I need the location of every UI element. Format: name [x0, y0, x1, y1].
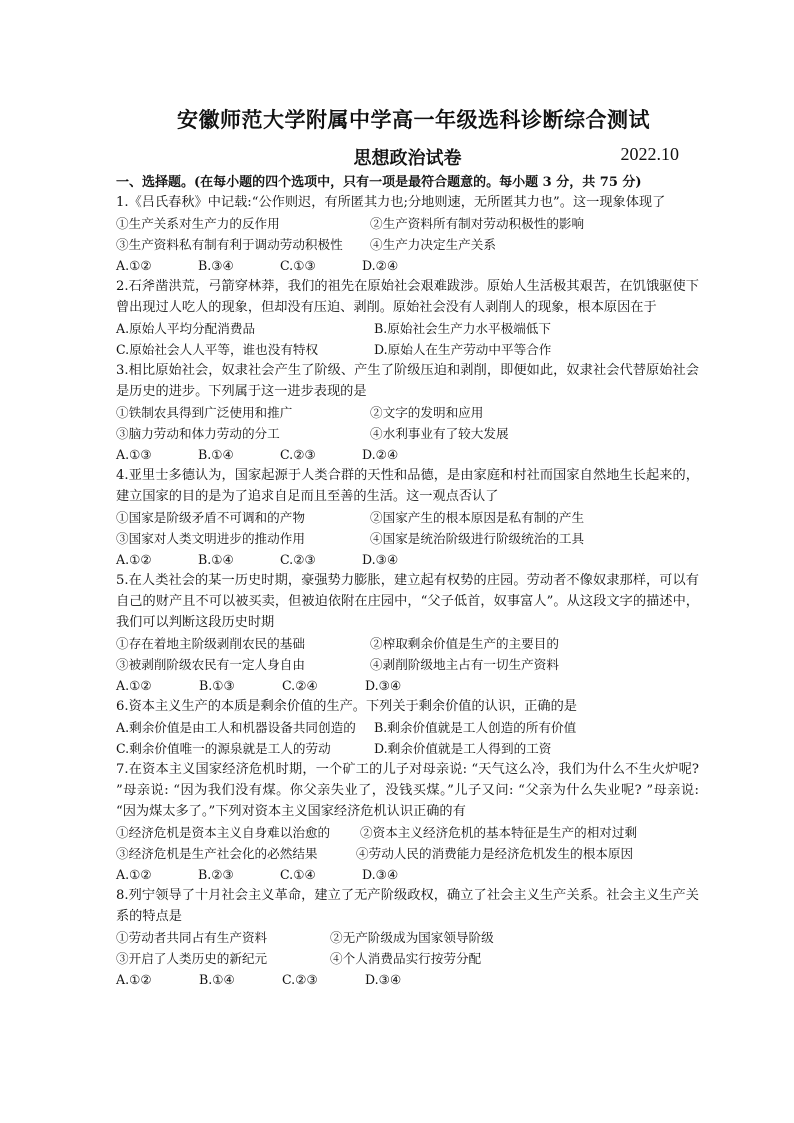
answer-choice: D.②④ — [362, 447, 399, 462]
title-row — [116, 140, 699, 170]
answer-choice: B.原始社会生产力水平极端低下 — [374, 321, 551, 336]
answer-choice: A.①② — [116, 972, 152, 987]
statement: ①存在着地主阶级剥削农民的基础 — [116, 636, 305, 651]
statement: ①劳动者共同占有生产资料 — [116, 930, 268, 945]
statement: ③国家对人类文明进步的推动作用 — [116, 531, 305, 546]
question-stem: 2.石斧凿洪荒，弓箭穿林莽，我们的祖先在原始社会艰难跋涉。原始人生活极其艰苦，在饥饿驱使下曾出现过人吃人的现象，但却没有压迫、剥削。原始社会没有人剥削人的现象，根本原因在于 — [116, 279, 699, 315]
statement: ③被剥削阶级农民有一定人身自由 — [116, 657, 305, 672]
answer-choice: B.①③ — [199, 678, 235, 693]
statement: ①经济危机是资本主义自身难以治愈的 — [116, 825, 331, 840]
answer-row — [116, 675, 699, 696]
answer-row — [116, 969, 699, 990]
statement: ③脑力劳动和体力劳动的分工 — [116, 426, 280, 441]
question-stem: 1.《吕氏春秋》中记载:“公作则迟，有所匿其力也;分地则速，无所匿其力也”。这一现象体现了 — [116, 195, 666, 210]
statement: ②国家产生的根本原因是私有制的产生 — [370, 510, 585, 525]
answer-choice: C.剩余价值唯一的源泉就是工人的劳动 — [116, 741, 331, 756]
statement-row — [116, 927, 699, 948]
question-stem: 4.亚里士多德认为，国家起源于人类合群的天性和品德，是由家庭和村社而国家自然地生长起来的，建立国家的目的是为了追求自足而且至善的生活。这一观点否认了 — [116, 468, 699, 504]
statement: ②榨取剩余价值是生产的主要目的 — [370, 636, 559, 651]
answer-choice: A.①③ — [116, 447, 152, 462]
statement: ③经济危机是生产社会化的必然结果 — [116, 846, 318, 861]
question-4 — [116, 465, 699, 570]
statement-row — [116, 822, 699, 843]
answer-choice: C.②③ — [282, 972, 318, 987]
answer-row — [116, 717, 699, 738]
exam-title: 安徽师范大学附属中学高一年级选科诊断综合测试 — [177, 107, 650, 132]
question-7 — [116, 759, 699, 885]
exam-date: 2022.10 — [620, 144, 679, 164]
question-stem: 5.在人类社会的某一历史时期，豪强势力膨胀，建立起有权势的庄园。劳动者不像奴隶那样，可以有自己的财产且不可以被买卖，但被迫依附在庄园中，“父子低首，奴事富人”。从这段文字的描述中，我们可以判断这段历史时期 — [116, 573, 699, 630]
answer-choice: B.②③ — [198, 867, 234, 882]
answer-row — [116, 318, 699, 339]
answer-row — [116, 549, 699, 570]
answer-choice: D.原始人在生产劳动中平等合作 — [374, 342, 552, 357]
statement: ④劳动人民的消费能力是经济危机发生的根本原因 — [356, 846, 634, 861]
question-stem: 8.列宁领导了十月社会主义革命，建立了无产阶级政权，确立了社会主义生产关系。社会主义生产关系的特点是 — [116, 888, 699, 924]
answer-choice: C.①③ — [280, 258, 316, 273]
exam-subtitle: 思想政治试卷 — [353, 148, 462, 169]
statement: ①国家是阶级矛盾不可调和的产物 — [116, 510, 305, 525]
statement: ②生产资料所有制对劳动积极性的影响 — [370, 216, 585, 231]
question-1 — [116, 192, 699, 276]
statement: ④生产力决定生产关系 — [370, 237, 496, 252]
answer-choice: D.③④ — [365, 678, 402, 693]
question-2 — [116, 276, 699, 360]
statement: ②无产阶级成为国家领导阶级 — [330, 930, 494, 945]
statement-row — [116, 507, 699, 528]
statement: ①生产关系对生产力的反作用 — [116, 216, 280, 231]
answer-row — [116, 738, 699, 759]
section-heading: 一、选择题。(在每小题的四个选项中，只有一项是最符合题意的。每小题 3 分，共 75 分) — [116, 175, 642, 190]
answer-choice: A.①② — [116, 552, 152, 567]
statement: ③生产资料私有制有利于调动劳动积极性 — [116, 237, 343, 252]
statement: ④国家是统治阶级进行阶级统治的工具 — [370, 531, 585, 546]
statement-row — [116, 402, 699, 423]
answer-choice: D.②④ — [362, 258, 399, 273]
answer-choice: B.①④ — [198, 552, 234, 567]
answer-choice: B.剩余价值就是工人创造的所有价值 — [374, 720, 577, 735]
answer-choice: C.②③ — [280, 447, 316, 462]
statement: ①铁制农具得到广泛使用和推广 — [116, 405, 293, 420]
statement-row — [116, 633, 699, 654]
statement: ②文字的发明和应用 — [370, 405, 484, 420]
answer-row — [116, 864, 699, 885]
answer-choice: B.③④ — [198, 258, 234, 273]
statement-row — [116, 423, 699, 444]
statement-row — [116, 234, 699, 255]
answer-choice: C.②③ — [280, 552, 316, 567]
answer-choice: A.①② — [116, 867, 152, 882]
question-6 — [116, 696, 699, 759]
statement: ②资本主义经济危机的基本特征是生产的相对过剩 — [360, 825, 638, 840]
statement-row — [116, 528, 699, 549]
statement-row — [116, 654, 699, 675]
answer-choice: A.①② — [116, 258, 152, 273]
question-8 — [116, 885, 699, 990]
answer-row — [116, 444, 699, 465]
statement: ③开启了人类历史的新纪元 — [116, 951, 268, 966]
question-5 — [116, 570, 699, 696]
statement: ④剥削阶级地主占有一切生产资料 — [370, 657, 559, 672]
answer-choice: D.③④ — [365, 972, 402, 987]
question-3 — [116, 360, 699, 465]
question-stem: 6.资本主义生产的本质是剩余价值的生产。下列关于剩余价值的认识，正确的是 — [116, 699, 577, 714]
answer-choice: C.②④ — [282, 678, 318, 693]
answer-choice: A.①② — [116, 678, 152, 693]
answer-choice: C.①④ — [280, 867, 316, 882]
answer-row — [116, 339, 699, 360]
answer-choice: D.③④ — [362, 867, 399, 882]
answer-choice: B.①④ — [199, 972, 235, 987]
question-stem: 3.相比原始社会，奴隶社会产生了阶级、产生了阶级压迫和剥削，即便如此，奴隶社会代替原始社会是历史的进步。下列属于这一进步表现的是 — [116, 363, 699, 399]
statement: ④个人消费品实行按劳分配 — [330, 951, 482, 966]
statement-row — [116, 843, 699, 864]
answer-choice: D.③④ — [362, 552, 399, 567]
answer-choice: D.剩余价值就是工人得到的工资 — [374, 741, 552, 756]
answer-choice: A.原始人平均分配消费品 — [116, 321, 256, 336]
statement-row — [116, 213, 699, 234]
answer-choice: B.①④ — [198, 447, 234, 462]
statement-row — [116, 948, 699, 969]
question-stem: 7.在资本主义国家经济危机时期，一个矿工的儿子对母亲说: “天气这么冷，我们为什么不生火炉呢? ”母亲说: “因为我们没有煤。你父亲失业了，没钱买煤。”儿子又问: “父亲为什么失业呢? ”母亲说: “因为煤太多了。”下列对资本主义国家经济危机认识正确的有 — [116, 762, 699, 819]
answer-row — [116, 255, 699, 276]
answer-choice: A.剩余价值是由工人和机器设备共同创造的 — [116, 720, 356, 735]
answer-choice: C.原始社会人人平等，谁也没有特权 — [116, 342, 319, 357]
statement: ④水利事业有了较大发展 — [370, 426, 509, 441]
